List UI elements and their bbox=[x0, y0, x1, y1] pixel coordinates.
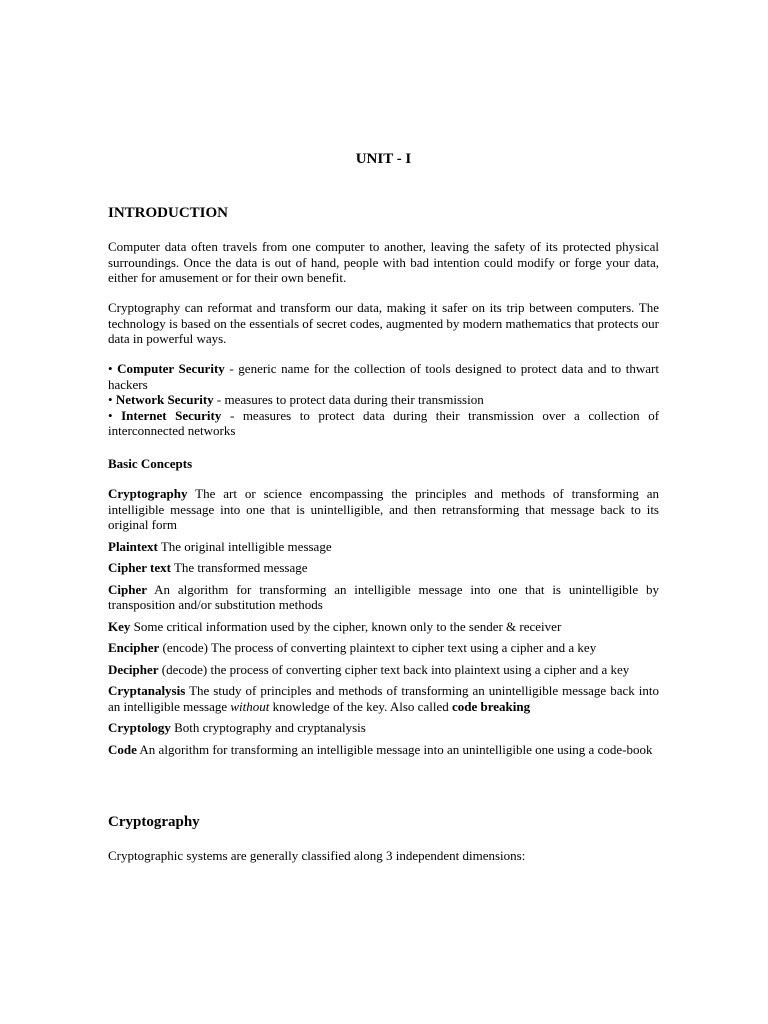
introduction-heading: INTRODUCTION bbox=[108, 205, 229, 221]
definition-term: Cipher text bbox=[108, 560, 171, 575]
definition-italic: without bbox=[230, 698, 270, 714]
definition-cryptography bbox=[108, 486, 659, 533]
bullet-term: Computer Security bbox=[117, 361, 225, 376]
definition-text: The original intelligible message bbox=[157, 538, 332, 554]
definitions-list bbox=[108, 486, 659, 763]
definition-decipher bbox=[108, 662, 659, 678]
definition-term: Cryptology bbox=[108, 720, 171, 735]
cryptography-heading: Cryptography bbox=[108, 814, 200, 830]
bullet-text: - measures to protect data during their transmission over a collection of interconnected networks bbox=[108, 407, 660, 438]
definition-text: (encode) The process of converting plaintext to cipher text using a cipher and a key bbox=[159, 640, 597, 655]
bullet-marker: • bbox=[108, 361, 113, 376]
definition-term: Cryptanalysis bbox=[108, 683, 186, 698]
definition-encipher bbox=[108, 640, 659, 656]
definition-cipher-text bbox=[108, 560, 659, 576]
definition-text: The art or science encompassing the principles and methods of transforming an intelligible message into one that is unintelligible, and then retransforming that message back to its original form bbox=[108, 486, 659, 532]
definition-cryptanalysis bbox=[108, 683, 659, 714]
definition-text: The transformed message bbox=[170, 560, 308, 575]
bullet-marker: • bbox=[108, 392, 113, 407]
cryptography-paragraph: Cryptographic systems are generally classified along 3 independent dimensions: bbox=[108, 848, 526, 863]
unit-title: UNIT - I bbox=[355, 151, 412, 167]
definition-text: Some critical information used by the cipher, known only to the sender & receiver bbox=[130, 618, 562, 634]
definition-text: An algorithm for transforming an intelligible message into one that is unintelligible by transposition and/or substitution methods bbox=[108, 581, 659, 612]
bullet-marker: • bbox=[108, 407, 113, 423]
bullet-term: Internet Security bbox=[121, 407, 222, 423]
definition-text: knowledge of the key. Also called bbox=[269, 698, 452, 714]
definition-term: Cipher bbox=[108, 581, 147, 597]
definition-term: Cryptography bbox=[108, 486, 188, 501]
definition-text: An algorithm for transforming an intelligible message into an unintelligible one using a code-book bbox=[136, 741, 653, 757]
definition-term: Key bbox=[108, 618, 131, 634]
security-bullet-list bbox=[108, 361, 659, 439]
bullet-internet-security bbox=[108, 408, 659, 439]
definition-key bbox=[108, 619, 659, 635]
definition-code bbox=[108, 742, 659, 758]
bullet-text: - generic name for the collection of tools designed to protect data and to thwart hackers bbox=[108, 361, 659, 392]
bullet-computer-security bbox=[108, 361, 659, 392]
definition-cipher bbox=[108, 582, 659, 613]
definition-bold-tail: code breaking bbox=[451, 698, 531, 714]
basic-concepts-heading: Basic Concepts bbox=[108, 456, 193, 471]
bullet-network-security bbox=[108, 392, 659, 408]
definition-text: (decode) the process of converting cipher text back into plaintext using a cipher and a key bbox=[158, 661, 630, 677]
intro-paragraph-1: Computer data often travels from one computer to another, leaving the safety of its protected physical surroundings. Once the data is out of hand, people with bad intention could modify or forge your data, either for amusement or for their own benefit. bbox=[108, 239, 659, 285]
definition-cryptology bbox=[108, 720, 659, 736]
intro-paragraph-2: Cryptography can reformat and transform our data, making it safer on its trip between computers. The technology is based on the essentials of secret codes, augmented by modern mathematics that protects our data in powerful ways. bbox=[108, 300, 659, 346]
definition-term: Plaintext bbox=[108, 538, 158, 554]
bullet-term: Network Security bbox=[115, 392, 214, 407]
bullet-text: - measures to protect data during their transmission bbox=[213, 392, 484, 407]
definition-text: The study of principles and methods of transforming an unintelligible message back into an intelligible message bbox=[108, 683, 659, 714]
definition-term: Code bbox=[108, 741, 137, 757]
definition-term: Decipher bbox=[108, 661, 159, 677]
definition-text: Both cryptography and cryptanalysis bbox=[170, 720, 366, 735]
definition-plaintext bbox=[108, 539, 659, 555]
definition-term: Encipher bbox=[108, 640, 160, 655]
